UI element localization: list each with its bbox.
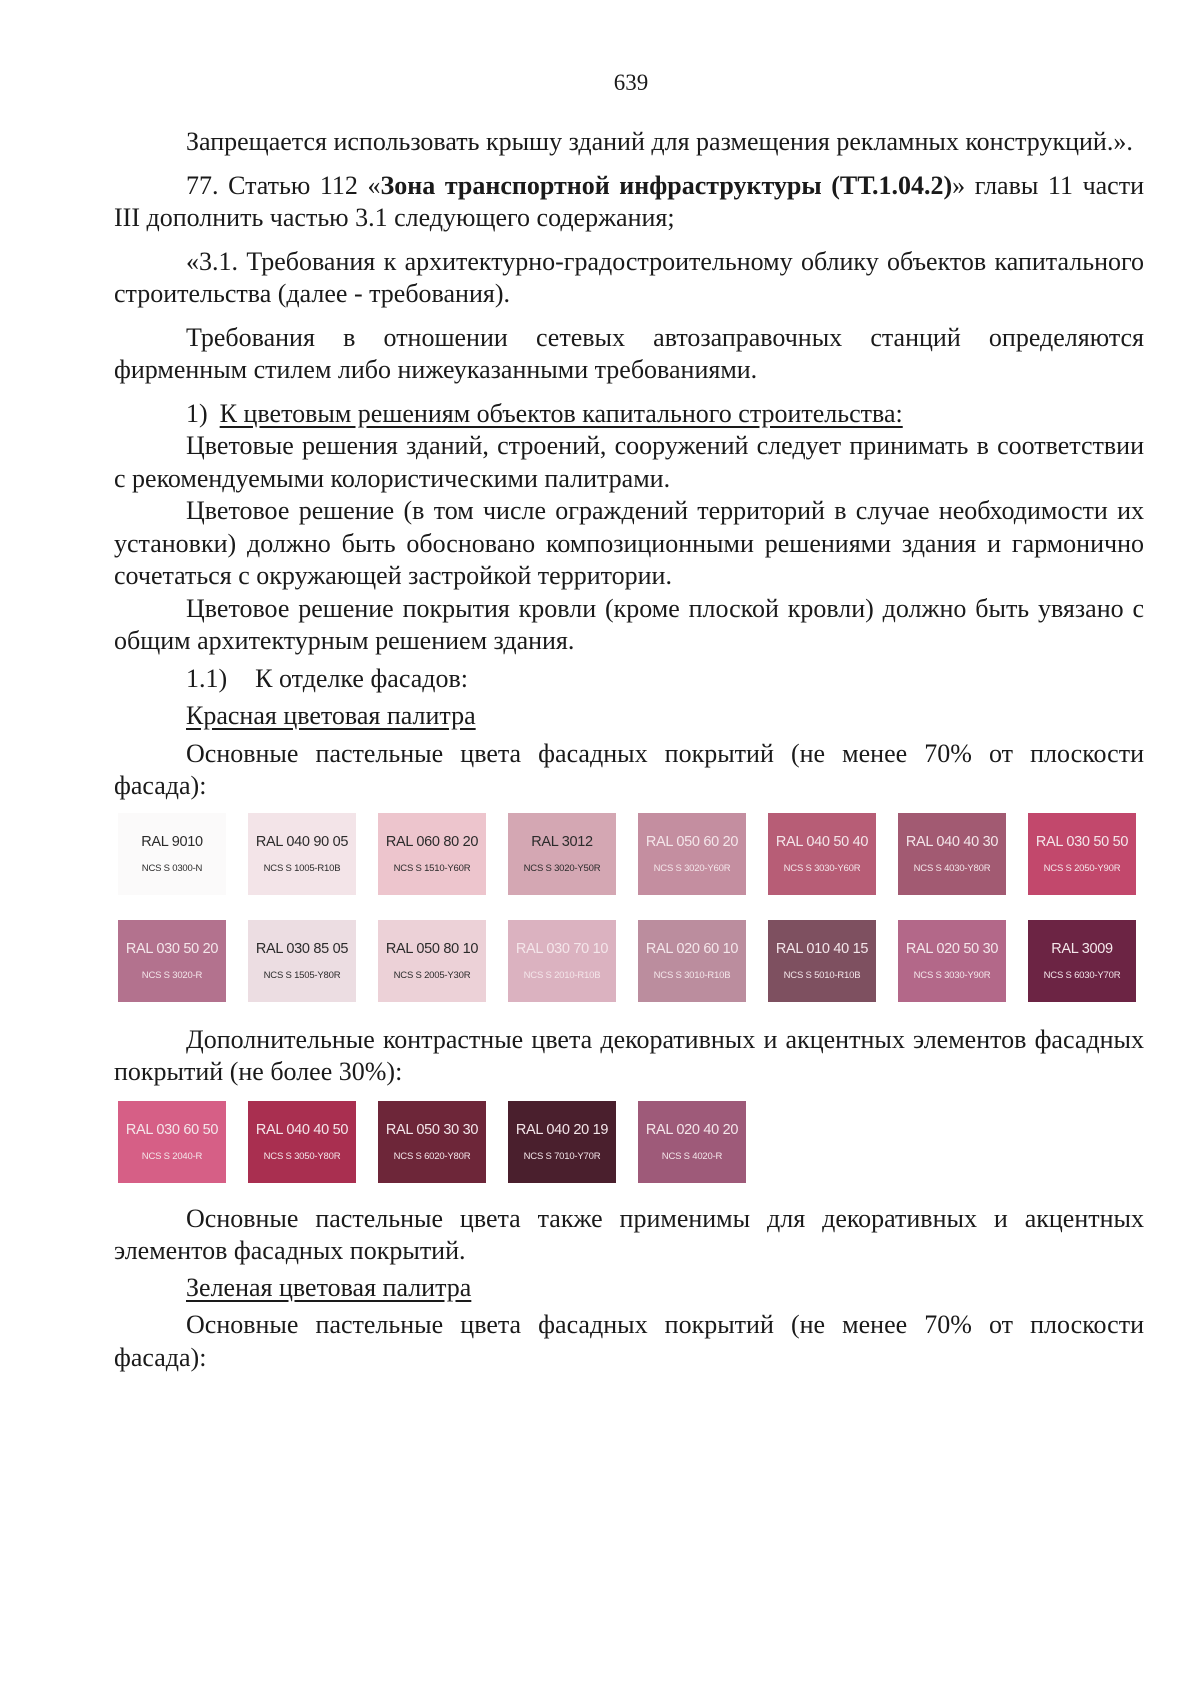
- red-main-color-swatch: [638, 920, 746, 1002]
- ncs-code-label: NCS S 2010-R10B: [523, 969, 601, 981]
- paragraph-gas-stations: Требования в отношении сетевых автозаправочных станций определяются фирменным стилем либо нижеуказанными требованиями.: [114, 322, 1144, 384]
- ncs-code-label: NCS S 1505-Y80R: [263, 969, 341, 981]
- red-extra-color-swatch: [248, 1101, 356, 1183]
- ral-code-label: RAL 3012: [531, 833, 593, 850]
- zone-name-bold: Зона транспортной инфраструктуры (ТТ.1.04.2): [380, 170, 953, 200]
- red-extra-color-swatch: [378, 1101, 486, 1183]
- red-main-color-swatch: [508, 813, 616, 895]
- paragraph-color-solutions: Цветовые решения зданий, строений, сооружений следует принимать в соответствии с рекомендуемыми колористическими палитрами.: [114, 431, 1144, 493]
- red-main-color-swatch: [118, 813, 226, 895]
- ral-code-label: RAL 030 85 05: [255, 940, 349, 957]
- paragraph-roof-color: Цветовое решение покрытия кровли (кроме плоской кровли) должно быть увязано с общим архитектурным решением здания.: [114, 593, 1144, 655]
- ral-code-label: RAL 040 40 30: [905, 833, 999, 850]
- ncs-code-label: NCS S 3030-Y60R: [783, 862, 861, 874]
- red-extra-swatch-grid: [118, 1101, 1144, 1183]
- ral-code-label: RAL 040 90 05: [255, 833, 349, 850]
- paragraph-3-1-requirements: «3.1. Требования к архитектурно-градостроительному облику объектов капитального строительства (далее - требования).: [114, 246, 1144, 308]
- red-extra-color-swatch: [118, 1101, 226, 1183]
- item-1-1-text: К отделке фасадов:: [255, 663, 468, 693]
- article-tail-text: » главы 11 части III дополнить частью 3.1 следующего содержания;: [114, 170, 1144, 232]
- item-1-heading: [114, 398, 1144, 431]
- red-palette-heading: [114, 700, 1144, 733]
- red-main-color-swatch: [898, 920, 1006, 1002]
- green-palette-heading: [114, 1272, 1144, 1305]
- red-main-color-swatch: [118, 920, 226, 1002]
- ncs-code-label: NCS S 1510-Y60R: [393, 862, 471, 874]
- ral-code-label: RAL 060 80 20: [385, 833, 479, 850]
- red-main-color-swatch: [248, 813, 356, 895]
- ncs-code-label: NCS S 1005-R10B: [263, 862, 341, 874]
- red-main-color-swatch: [898, 813, 1006, 895]
- item-1-text: К цветовым решениям объектов капитального строительства:: [219, 398, 903, 428]
- ral-code-label: RAL 020 60 10: [645, 940, 739, 957]
- paragraph-green-main-pastel: Основные пастельные цвета фасадных покрытий (не менее 70% от плоскости фасада):: [114, 1310, 1144, 1372]
- ral-code-label: RAL 050 60 20: [645, 833, 739, 850]
- ral-code-label: RAL 050 80 10: [385, 940, 479, 957]
- ncs-code-label: NCS S 2040-R: [141, 1150, 203, 1162]
- red-extra-color-swatch: [638, 1101, 746, 1183]
- ral-code-label: RAL 030 60 50: [125, 1121, 219, 1138]
- ncs-code-label: NCS S 2050-Y90R: [1043, 862, 1121, 874]
- paragraph-roof-advertising: Запрещается использовать крышу зданий для размещения рекламных конструкций.».: [186, 127, 1133, 156]
- document-body: [114, 126, 1144, 1374]
- paragraph-fence-color: Цветовое решение (в том числе ограждений территорий в случае необходимости их установки) должно быть обосновано композиционными решениями здания и гармонично сочетаться с окружающей застройкой территории.: [114, 496, 1144, 590]
- ncs-code-label: NCS S 4030-Y80R: [913, 862, 991, 874]
- ncs-code-label: NCS S 3020-Y50R: [523, 862, 601, 874]
- ncs-code-label: NCS S 3010-R10B: [653, 969, 731, 981]
- ral-code-label: RAL 9010: [141, 833, 203, 850]
- ncs-code-label: NCS S 7010-Y70R: [523, 1150, 601, 1162]
- ral-code-label: RAL 040 40 50: [255, 1121, 349, 1138]
- ncs-code-label: NCS S 2005-Y30R: [393, 969, 471, 981]
- red-main-color-swatch: [768, 813, 876, 895]
- ral-code-label: RAL 040 20 19: [515, 1121, 609, 1138]
- ral-code-label: RAL 020 40 20: [645, 1121, 739, 1138]
- paragraph-pastel-also-applicable: Основные пастельные цвета также применимы для декоративных и акцентных элементов фасадных покрытий.: [114, 1203, 1144, 1265]
- red-main-color-swatch: [1028, 920, 1136, 1002]
- ncs-code-label: NCS S 3030-Y90R: [913, 969, 991, 981]
- paragraph-contrast-colors: Дополнительные контрастные цвета декоративных и акцентных элементов фасадных покрытий (не более 30%):: [114, 1024, 1144, 1086]
- red-extra-color-swatch: [508, 1101, 616, 1183]
- ncs-code-label: NCS S 0300-N: [141, 862, 203, 874]
- red-main-color-swatch: [508, 920, 616, 1002]
- ral-code-label: RAL 050 30 30: [385, 1121, 479, 1138]
- red-palette-heading-text: Красная цветовая палитра: [186, 701, 476, 730]
- article-intro-text: 77. Статью 112 «: [186, 170, 381, 200]
- ral-code-label: RAL 030 50 50: [1035, 833, 1129, 850]
- red-main-color-swatch: [768, 920, 876, 1002]
- ncs-code-label: NCS S 3050-Y80R: [263, 1150, 341, 1162]
- ncs-code-label: NCS S 6030-Y70R: [1043, 969, 1121, 981]
- red-main-color-swatch: [248, 920, 356, 1002]
- red-main-color-swatch: [378, 920, 486, 1002]
- ncs-code-label: NCS S 6020-Y80R: [393, 1150, 471, 1162]
- red-main-swatch-grid: [118, 813, 1144, 1002]
- ncs-code-label: NCS S 5010-R10B: [783, 969, 861, 981]
- red-main-color-swatch: [1028, 813, 1136, 895]
- item-1-number: 1): [186, 398, 208, 428]
- ncs-code-label: NCS S 3020-Y60R: [653, 862, 731, 874]
- ral-code-label: RAL 3009: [1051, 940, 1113, 957]
- item-1-1-number: 1.1): [186, 663, 228, 693]
- red-main-color-swatch: [638, 813, 746, 895]
- item-1-1-heading: [114, 663, 1144, 696]
- ral-code-label: RAL 020 50 30: [905, 940, 999, 957]
- ral-code-label: RAL 030 50 20: [125, 940, 219, 957]
- paragraph-main-pastel-colors: Основные пастельные цвета фасадных покрытий (не менее 70% от плоскости фасада):: [114, 738, 1144, 800]
- red-main-color-swatch: [378, 813, 486, 895]
- ral-code-label: RAL 040 50 40: [775, 833, 869, 850]
- ral-code-label: RAL 030 70 10: [515, 940, 609, 957]
- ncs-code-label: NCS S 3020-R: [141, 969, 203, 981]
- green-palette-heading-text: Зеленая цветовая палитра: [186, 1272, 472, 1302]
- ral-code-label: RAL 010 40 15: [775, 940, 869, 957]
- ncs-code-label: NCS S 4020-R: [661, 1150, 723, 1162]
- paragraph-article-112: [114, 170, 1144, 235]
- page-number: 639: [613, 70, 649, 95]
